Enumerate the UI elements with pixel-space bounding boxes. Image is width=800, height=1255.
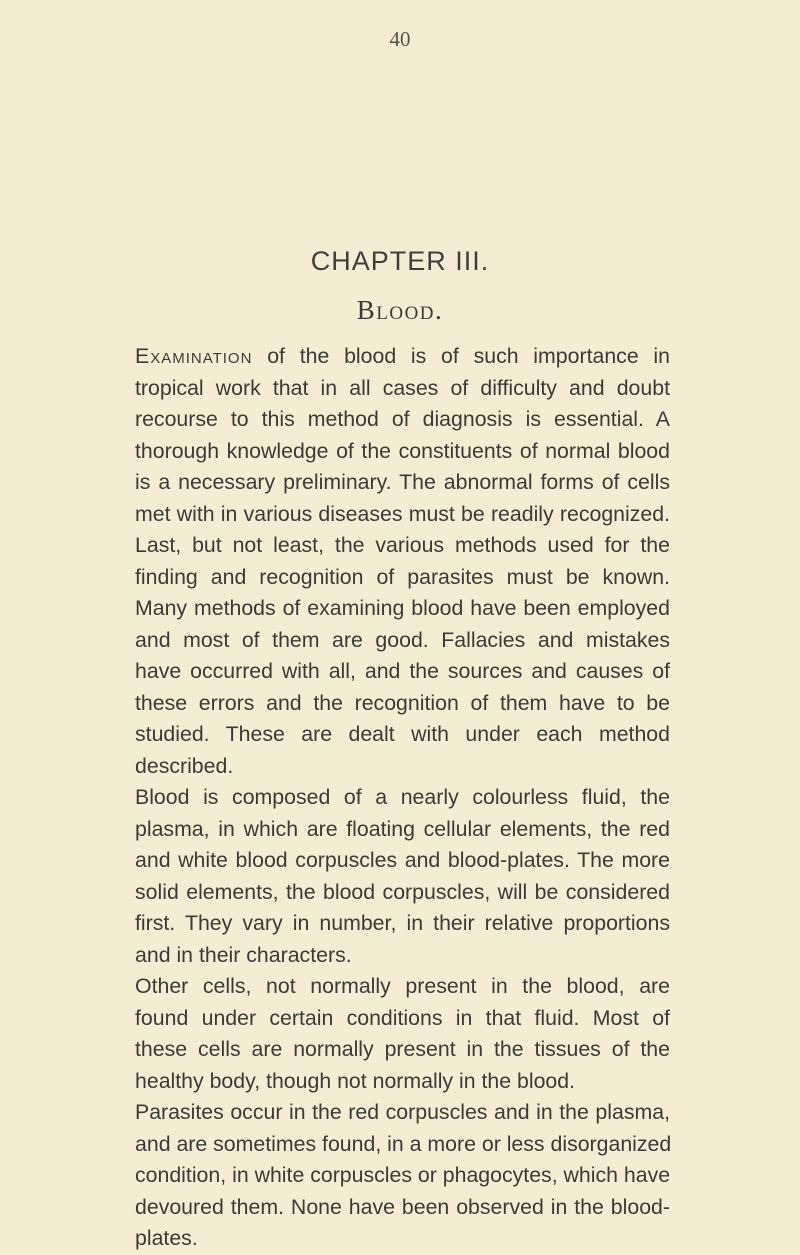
text-line: Many methods of examining blood have been employed bbox=[135, 596, 670, 620]
text-line: first. They vary in number, in their relative proportions bbox=[135, 911, 670, 935]
text-line: Examination of the blood is of such importance in bbox=[135, 344, 670, 368]
text-line: and most of them are good. Fallacies and mistakes bbox=[135, 627, 670, 652]
text-line: described. bbox=[135, 753, 234, 778]
text-line: have occurred with all, and the sources and causes of bbox=[135, 659, 670, 683]
text-line: tropical work that in all cases of difficulty and doubt bbox=[135, 375, 670, 400]
paragraph-lead-word: Examination bbox=[135, 344, 253, 368]
text-line: studied. These are dealt with under each method bbox=[135, 722, 670, 746]
text-line: and in their characters. bbox=[135, 942, 352, 967]
text-line: and white blood corpuscles and blood-plates. The more bbox=[135, 848, 670, 872]
text-line: devoured them. None have been observed in the blood- bbox=[135, 1194, 670, 1219]
paragraph bbox=[135, 1097, 670, 1255]
text-line: found under certain conditions in that fluid. Most of bbox=[135, 1005, 670, 1030]
text-line: solid elements, the blood corpuscles, will be considered bbox=[135, 879, 670, 904]
text-line: recourse to this method of diagnosis is essential. A bbox=[135, 407, 670, 431]
text-line: plates. bbox=[135, 1226, 198, 1250]
body-text bbox=[135, 341, 670, 1255]
text-line: condition, in white corpuscles or phagocytes, which have bbox=[135, 1163, 671, 1187]
text-line: and are sometimes found, in a more or less disorganized bbox=[135, 1131, 672, 1156]
text-line: met with in various diseases must be readily recognized. bbox=[135, 501, 670, 526]
text-line: these cells are normally present in the tissues of the bbox=[135, 1037, 670, 1061]
text-line: Other cells, not normally present in the blood, are bbox=[135, 974, 670, 998]
text-line: thorough knowledge of the constituents of normal blood bbox=[135, 438, 670, 463]
text-line: plasma, in which are floating cellular elements, the red bbox=[135, 816, 670, 841]
paragraph bbox=[135, 782, 670, 971]
text-line: Last, but not least, the various methods used for the bbox=[135, 533, 670, 557]
text-line: these errors and the recognition of them have to be bbox=[135, 690, 670, 715]
text-line: Blood is composed of a nearly colourless fluid, the bbox=[135, 785, 670, 809]
chapter-heading: CHAPTER III. bbox=[310, 246, 490, 276]
page-number: 40 bbox=[389, 27, 411, 51]
text-line: Parasites occur in the red corpuscles and in the plasma, bbox=[135, 1100, 670, 1124]
paragraph bbox=[135, 971, 670, 1097]
text-line: is a necessary preliminary. The abnormal forms of cells bbox=[135, 470, 670, 494]
text-line: healthy body, though not normally in the blood. bbox=[135, 1068, 576, 1093]
paragraph bbox=[135, 341, 670, 782]
section-title: Blood. bbox=[356, 295, 444, 325]
text-line: finding and recognition of parasites must be known. bbox=[135, 564, 670, 589]
